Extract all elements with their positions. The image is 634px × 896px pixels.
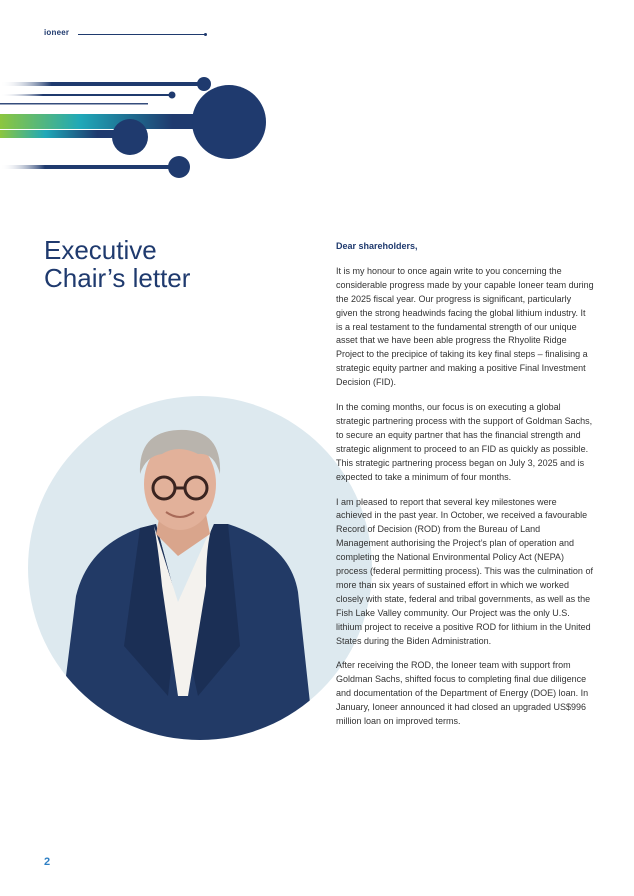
header-rule (78, 34, 206, 35)
graphic-line-6 (0, 165, 180, 169)
graphic-dot-4 (168, 156, 190, 178)
page-title (44, 236, 274, 292)
portrait-circle (28, 396, 372, 740)
graphic-dot-2 (169, 92, 176, 99)
graphic-line-1 (0, 82, 206, 86)
letter-paragraph: It is my honour to once again write to you concerning the considerable progress made by your capable Ioneer team during the 2025 fiscal year. Our progress is significant, particularly given the strong headwinds facing the global lithium industry. It is a real testament to the fundamental strength of our unique asset that we have been able progress the Rhyolite Ridge Project to the precipice of taking its key final steps – finalising a strategic equity partner and making a positive Final Investment Decision (FID). (336, 265, 594, 388)
graphic-line-3 (0, 103, 148, 105)
letter-paragraph: I am pleased to report that several key milestones were achieved in the past year. In October, we received a favourable Record of Decision (ROD) from the Bureau of Land Management authorising the Project’s plan of operation and completing the National Environmental Policy Act (NEPA) process (federal permitting process). This was the culmination of more than six years of sustained effort in which we worked closely with state, federal and tribal governments, as well as the Fish Lake Valley community. Our Project was the only U.S. lithium project to receive a positive ROD for lithium in the United States during the Biden Administration. (336, 496, 593, 646)
graphic-line-2 (0, 94, 172, 96)
graphic-dot-1 (197, 77, 211, 91)
page-title-line2: Chair’s letter (44, 263, 191, 293)
letter-salutation: Dear shareholders, (336, 241, 418, 251)
graphic-line-5 (0, 130, 130, 138)
decorative-lines-graphic (0, 70, 280, 190)
page-number: 2 (44, 856, 51, 868)
letter-paragraph: In the coming months, our focus is on executing a global strategic partnering process with the support of Goldman Sachs, to secure an equity partner that has the financial strength and strategic alignment to proceed to an FID as quickly as possible. This strategic partnering process began on July 3, 2025 and is expected to take a minimum of four months. (336, 402, 593, 482)
letter-body (336, 240, 594, 740)
header-brand: ioneer (44, 28, 70, 37)
graphic-dot-3 (112, 119, 148, 155)
page-title-line1: Executive (44, 235, 157, 265)
graphic-big-circle (192, 85, 266, 159)
header-rule-dot (204, 33, 207, 36)
portrait-image (28, 396, 372, 740)
letter-paragraph: After receiving the ROD, the Ioneer team with support from Goldman Sachs, shifted focus to completing final due diligence and documentation of the Department of Energy (DOE) loan. In January, Ioneer announced it had closed an upgraded US$996 million loan on improved terms. (336, 660, 589, 727)
